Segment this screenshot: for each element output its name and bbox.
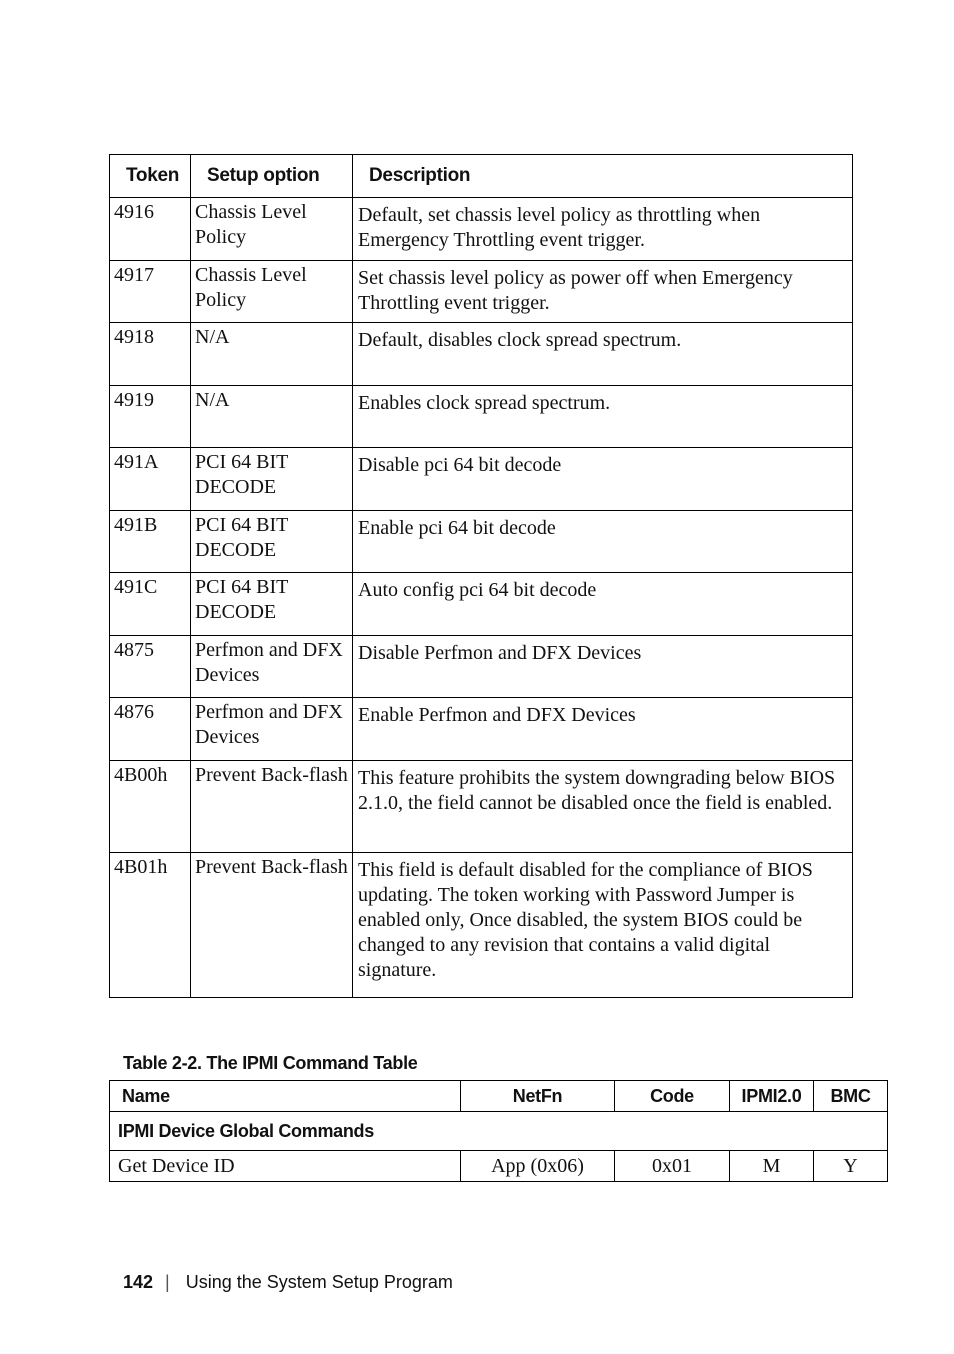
- cell-token: 4B01h: [110, 853, 191, 998]
- cell-token: 4917: [110, 261, 191, 323]
- cell-setup-option: Prevent Back-flash: [191, 761, 353, 853]
- cell-ipmi2: M: [730, 1151, 814, 1182]
- cell-setup-option: Perfmon and DFX Devices: [191, 698, 353, 761]
- header-ipmi2: IPMI2.0: [730, 1081, 814, 1112]
- header-name: Name: [110, 1081, 461, 1112]
- table-row: [110, 761, 853, 853]
- cell-description: Set chassis level policy as power off when Emergency Throttling event trigger.: [353, 261, 853, 323]
- table-row: [110, 448, 853, 511]
- cell-token: 491A: [110, 448, 191, 511]
- footer-section-title: Using the System Setup Program: [185, 1272, 453, 1292]
- cell-setup-option: N/A: [191, 323, 353, 386]
- cell-description: Enables clock spread spectrum.: [353, 386, 853, 448]
- table-row: [110, 198, 853, 261]
- cell-description: Auto config pci 64 bit decode: [353, 573, 853, 636]
- cell-description: Default, disables clock spread spectrum.: [353, 323, 853, 386]
- cell-description: This field is default disabled for the compliance of BIOS updating. The token working with Password Jumper is enabled only, Once disabled, the system BIOS could be changed to any revision that contains a valid digital signature.: [353, 853, 853, 998]
- token-table: [109, 154, 853, 998]
- cell-setup-option: PCI 64 BIT DECODE: [191, 448, 353, 511]
- cell-setup-option: PCI 64 BIT DECODE: [191, 573, 353, 636]
- cell-token: 4B00h: [110, 761, 191, 853]
- cell-setup-option: Prevent Back-flash: [191, 853, 353, 998]
- cell-netfn: App (0x06): [461, 1151, 615, 1182]
- group-label: IPMI Device Global Commands: [110, 1112, 888, 1151]
- cell-token: 4875: [110, 636, 191, 698]
- page-number: 142: [123, 1272, 154, 1292]
- footer-separator: |: [165, 1272, 170, 1292]
- header-description: Description: [353, 155, 853, 198]
- cell-setup-option: PCI 64 BIT DECODE: [191, 511, 353, 573]
- table-row: [110, 1151, 888, 1182]
- ipmi-table-header: [110, 1081, 888, 1112]
- table-caption: Table 2-2. The IPMI Command Table: [123, 1053, 418, 1073]
- cell-token: 4916: [110, 198, 191, 261]
- table-row: [110, 261, 853, 323]
- cell-token: 491C: [110, 573, 191, 636]
- cell-description: This feature prohibits the system downgrading below BIOS 2.1.0, the field cannot be disabled once the field is enabled.: [353, 761, 853, 853]
- token-table-header: [110, 155, 853, 198]
- page-footer: [123, 1272, 453, 1293]
- cell-token: 4876: [110, 698, 191, 761]
- header-code: Code: [615, 1081, 730, 1112]
- cell-description: Disable Perfmon and DFX Devices: [353, 636, 853, 698]
- cell-token: 491B: [110, 511, 191, 573]
- table-row: [110, 323, 853, 386]
- cell-description: Enable Perfmon and DFX Devices: [353, 698, 853, 761]
- header-netfn: NetFn: [461, 1081, 615, 1112]
- cell-setup-option: Perfmon and DFX Devices: [191, 636, 353, 698]
- header-token: Token: [110, 155, 191, 198]
- header-setup-option: Setup option: [191, 155, 353, 198]
- table-row: [110, 853, 853, 998]
- cell-description: Disable pci 64 bit decode: [353, 448, 853, 511]
- cell-name: Get Device ID: [110, 1151, 461, 1182]
- table-row: [110, 573, 853, 636]
- cell-bmc: Y: [814, 1151, 888, 1182]
- cell-token: 4919: [110, 386, 191, 448]
- cell-token: 4918: [110, 323, 191, 386]
- cell-description: Enable pci 64 bit decode: [353, 511, 853, 573]
- table-row: [110, 636, 853, 698]
- table-row: [110, 511, 853, 573]
- cell-setup-option: Chassis Level Policy: [191, 261, 353, 323]
- ipmi-group-row: [110, 1112, 888, 1151]
- cell-code: 0x01: [615, 1151, 730, 1182]
- cell-setup-option: N/A: [191, 386, 353, 448]
- cell-description: Default, set chassis level policy as throttling when Emergency Throttling event trigger.: [353, 198, 853, 261]
- cell-setup-option: Chassis Level Policy: [191, 198, 353, 261]
- header-bmc: BMC: [814, 1081, 888, 1112]
- table-row: [110, 698, 853, 761]
- table-row: [110, 386, 853, 448]
- ipmi-command-table: [109, 1080, 888, 1182]
